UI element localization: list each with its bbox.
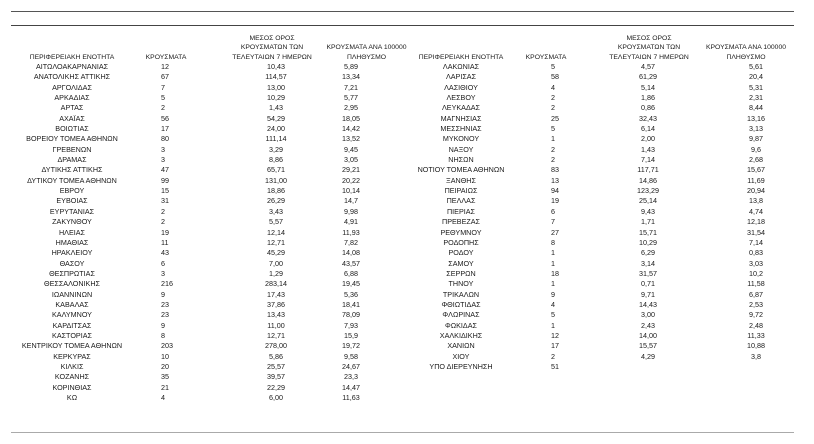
avg7-value: 1,43: [641, 144, 655, 154]
per100k-value: 0,83: [749, 248, 763, 258]
cases-value: 2: [551, 144, 555, 154]
cases-value: 6: [551, 206, 555, 216]
per100k-value: 11,58: [747, 279, 765, 289]
per100k-value: 23,3: [344, 372, 358, 382]
avg7-value: 10,29: [639, 237, 657, 247]
region-name: ΧΑΛΚΙΔΙΚΗΣ: [439, 330, 483, 340]
avg7-value: 123,29: [637, 186, 659, 196]
per100k-value: 12,18: [747, 217, 765, 227]
cases-value: 21: [161, 382, 169, 392]
per100k-value: 7,82: [344, 237, 358, 247]
cases-value: 31: [161, 196, 169, 206]
region-name: ΥΠΟ ΔΙΕΡΕΥΝΗΣΗ: [429, 361, 493, 371]
avg7-value: 14,43: [639, 299, 657, 309]
avg7-value: 25,14: [639, 196, 657, 206]
avg7-value: 25,57: [267, 361, 285, 371]
per100k-value: 9,45: [344, 144, 358, 154]
cases-value: 80: [161, 134, 169, 144]
cases-value: 9: [161, 289, 165, 299]
region-name: ΔΥΤΙΚΟΥ ΤΟΜΕΑ ΑΘΗΝΩΝ: [27, 175, 117, 185]
header-region: ΠΕΡΙΦΕΡΕΙΑΚΗ ΕΝΟΤΗΤΑ: [418, 53, 504, 61]
per100k-value: 20,22: [342, 175, 360, 185]
region-name: ΛΑΚΩΝΙΑΣ: [442, 62, 480, 71]
per100k-value: 14,7: [344, 196, 358, 206]
cases-value: 2: [551, 155, 555, 165]
avg7-value: 9,71: [641, 289, 655, 299]
region-name: ΤΗΝΟΥ: [448, 279, 474, 289]
avg7-value: 3,29: [269, 144, 283, 154]
cases-value: 15: [161, 186, 169, 196]
cases-value: 4: [551, 82, 555, 92]
cases-value: 18: [551, 268, 559, 278]
avg7-value: 4,29: [641, 351, 655, 361]
per100k-value: 2,48: [749, 320, 763, 330]
region-name: ΦΩΚΙΔΑΣ: [445, 320, 477, 330]
avg7-value: 15,57: [639, 341, 657, 351]
cases-value: 99: [161, 175, 169, 185]
cases-value: 3: [161, 268, 165, 278]
region-name: ΡΕΘΥΜΝΟΥ: [440, 227, 482, 237]
cases-value: 6: [161, 258, 165, 268]
region-name: ΓΡΕΒΕΝΩΝ: [52, 144, 92, 154]
avg7-value: 32,43: [639, 113, 657, 123]
per100k-value: 13,8: [749, 196, 763, 206]
per100k-value: 9,72: [749, 310, 763, 320]
cases-value: 17: [161, 124, 169, 134]
per100k-value: 31,54: [747, 227, 765, 237]
per100k-value: 6,87: [749, 289, 763, 299]
avg7-value: 3,14: [641, 258, 655, 268]
cases-value: 13: [551, 175, 559, 185]
per100k-value: 9,6: [751, 144, 761, 154]
table-top-border: [11, 11, 794, 12]
region-name: ΕΒΡΟΥ: [59, 186, 85, 196]
cases-value: 8: [161, 330, 165, 340]
region-name: ΞΑΝΘΗΣ: [446, 175, 476, 185]
header-cases: ΚΡΟΥΣΜΑΤΑ: [525, 53, 567, 61]
cases-value: 3: [161, 144, 165, 154]
region-name: ΜΑΓΝΗΣΙΑΣ: [440, 113, 482, 123]
region-name: ΚΑΣΤΟΡΙΑΣ: [52, 330, 92, 340]
header-per100k: ΚΡΟΥΣΜΑΤΑ ΑΝΑ 100000 ΠΛΗΘΥΣΜΟ: [705, 44, 787, 61]
per100k-value: 14,42: [342, 124, 360, 134]
avg7-value: 3,43: [269, 206, 283, 216]
region-name: ΠΕΛΛΑΣ: [446, 196, 476, 206]
avg7-value: 37,86: [267, 299, 285, 309]
cases-value: 11: [161, 237, 169, 247]
cases-value: 1: [551, 248, 555, 258]
avg7-value: 65,71: [267, 165, 285, 175]
cases-value: 1: [551, 258, 555, 268]
region-name: ΗΛΕΙΑΣ: [58, 227, 86, 237]
region-name: ΕΥΒΟΙΑΣ: [56, 196, 88, 206]
per100k-value: 4,74: [749, 206, 763, 216]
avg7-value: 111,14: [265, 134, 287, 144]
per100k-value: 10,14: [342, 186, 360, 196]
avg7-value: 0,71: [641, 279, 655, 289]
per100k-value: 5,77: [344, 93, 358, 103]
region-name: ΖΑΚΥΝΘΟΥ: [52, 217, 92, 227]
cases-value: 2: [161, 217, 165, 227]
region-name: ΚΕΝΤΡΙΚΟΥ ΤΟΜΕΑ ΑΘΗΝΩΝ: [21, 341, 123, 351]
avg7-value: 5,14: [641, 82, 655, 92]
per100k-value: 10,88: [747, 341, 765, 351]
cases-value: 5: [551, 124, 555, 134]
region-name: ΚΑΛΥΜΝΟΥ: [52, 310, 92, 320]
cases-value: 67: [161, 72, 169, 82]
cases-value: 7: [551, 217, 555, 227]
region-name: ΦΘΙΩΤΙΔΑΣ: [441, 299, 481, 309]
cases-value: 23: [161, 299, 169, 309]
avg7-value: 5,57: [269, 217, 283, 227]
avg7-value: 5,86: [269, 351, 283, 361]
per100k-value: 24,67: [342, 361, 360, 371]
avg7-value: 22,29: [267, 382, 285, 392]
per100k-value: 13,34: [342, 72, 360, 82]
avg7-value: 1,29: [269, 268, 283, 278]
cases-value: 83: [551, 165, 559, 175]
cases-value: 2: [551, 93, 555, 103]
cases-value: 23: [161, 310, 169, 320]
cases-value: 8: [551, 237, 555, 247]
region-name: ΗΜΑΘΙΑΣ: [55, 237, 89, 247]
avg7-value: 10,43: [267, 62, 285, 71]
cases-value: 56: [161, 113, 169, 123]
cases-value: 19: [161, 227, 169, 237]
per100k-value: 9,58: [344, 351, 358, 361]
region-name: ΔΡΑΜΑΣ: [57, 155, 87, 165]
cases-value: 2: [161, 103, 165, 113]
region-name: ΛΕΣΒΟΥ: [446, 93, 476, 103]
region-name: ΧΑΝΙΩΝ: [447, 341, 475, 351]
region-name: ΣΑΜΟΥ: [448, 258, 474, 268]
avg7-value: 131,00: [265, 175, 287, 185]
region-name: ΜΕΣΣΗΝΙΑΣ: [440, 124, 482, 134]
cases-value: 5: [551, 310, 555, 320]
table-bottom-border: [11, 432, 794, 433]
per100k-value: 7,93: [344, 320, 358, 330]
cases-value: 35: [161, 372, 169, 382]
region-name: ΛΑΡΙΣΑΣ: [445, 72, 477, 82]
region-name: ΑΡΤΑΣ: [60, 103, 84, 113]
region-name: ΛΕΥΚΑΔΑΣ: [441, 103, 480, 113]
region-name: ΠΙΕΡΙΑΣ: [446, 206, 475, 216]
avg7-value: 7,14: [641, 155, 655, 165]
header-per100k: ΚΡΟΥΣΜΑΤΑ ΑΝΑ 100000 ΠΛΗΘΥΣΜΟ: [326, 44, 407, 61]
per100k-value: 5,36: [344, 289, 358, 299]
per100k-value: 13,52: [342, 134, 360, 144]
region-name: ΤΡΙΚΑΛΩΝ: [442, 289, 480, 299]
cases-value: 17: [551, 341, 559, 351]
region-name: ΘΑΣΟΥ: [59, 258, 85, 268]
per100k-value: 15,67: [747, 165, 765, 175]
per100k-value: 11,33: [747, 330, 765, 340]
cases-value: 203: [161, 341, 173, 351]
per100k-value: 13,16: [747, 113, 765, 123]
cases-value: 19: [551, 196, 559, 206]
region-name: ΠΕΙΡΑΙΩΣ: [444, 186, 478, 196]
avg7-value: 4,57: [641, 62, 655, 71]
per100k-value: 18,41: [342, 299, 360, 309]
avg7-value: 24,00: [267, 124, 285, 134]
region-name: ΝΟΤΙΟΥ ΤΟΜΕΑ ΑΘΗΝΩΝ: [417, 165, 505, 175]
avg7-value: 114,57: [265, 72, 287, 82]
per100k-value: 29,21: [342, 165, 360, 175]
per100k-value: 2,31: [749, 93, 763, 103]
avg7-value: 12,71: [267, 237, 285, 247]
cases-value: 94: [551, 186, 559, 196]
cases-value: 4: [551, 299, 555, 309]
region-name: ΚΕΡΚΥΡΑΣ: [53, 351, 91, 361]
per100k-value: 5,89: [344, 62, 358, 71]
region-name: ΝΗΣΩΝ: [448, 155, 474, 165]
avg7-value: 117,71: [637, 165, 659, 175]
avg7-value: 13,43: [267, 310, 285, 320]
avg7-value: 8,86: [269, 155, 283, 165]
per100k-value: 2,53: [749, 299, 763, 309]
avg7-value: 26,29: [267, 196, 285, 206]
cases-value: 1: [551, 134, 555, 144]
cases-value: 1: [551, 320, 555, 330]
region-name: ΡΟΔΟΥ: [448, 248, 474, 258]
region-name: ΚΟΖΑΝΗΣ: [54, 372, 90, 382]
region-name: ΝΑΞΟΥ: [448, 144, 474, 154]
per100k-value: 6,88: [344, 268, 358, 278]
per100k-value: 14,08: [342, 248, 360, 258]
cases-value: 2: [161, 206, 165, 216]
avg7-value: 2,43: [641, 320, 655, 330]
avg7-value: 12,71: [267, 330, 285, 340]
per100k-value: 9,87: [749, 134, 763, 144]
avg7-value: 14,00: [639, 330, 657, 340]
header-avg7: ΜΕΣΟΣ ΟΡΟΣ ΚΡΟΥΣΜΑΤΩΝ ΤΩΝ ΤΕΛΕΥΤΑΙΩΝ 7 ΗΜΕΡΩΝ: [609, 34, 689, 61]
avg7-value: 12,14: [267, 227, 285, 237]
avg7-value: 1,43: [269, 103, 283, 113]
region-name: ΡΟΔΟΠΗΣ: [443, 237, 479, 247]
cases-value: 2: [551, 351, 555, 361]
cases-value: 20: [161, 361, 169, 371]
region-name: ΘΕΣΣΑΛΟΝΙΚΗΣ: [44, 279, 100, 289]
avg7-value: 45,29: [267, 248, 285, 258]
cases-value: 43: [161, 248, 169, 258]
avg7-value: 6,29: [641, 248, 655, 258]
avg7-value: 10,29: [267, 93, 285, 103]
per100k-value: 4,91: [344, 217, 358, 227]
region-name: ΔΥΤΙΚΗΣ ΑΤΤΙΚΗΣ: [41, 165, 103, 175]
per100k-value: 20,94: [747, 186, 765, 196]
avg7-value: 61,29: [639, 72, 657, 82]
per100k-value: 3,13: [749, 124, 763, 134]
header-region: ΠΕΡΙΦΕΡΕΙΑΚΗ ΕΝΟΤΗΤΑ: [29, 53, 115, 61]
region-name: ΑΝΑΤΟΛΙΚΗΣ ΑΤΤΙΚΗΣ: [33, 72, 111, 82]
per100k-value: 11,69: [747, 175, 765, 185]
per100k-value: 19,45: [342, 279, 360, 289]
avg7-value: 278,00: [265, 341, 287, 351]
cases-value: 216: [161, 279, 173, 289]
per100k-value: 7,21: [344, 82, 358, 92]
cases-value: 9: [551, 289, 555, 299]
region-name: ΚΟΡΙΝΘΙΑΣ: [52, 382, 92, 392]
region-name: ΚΑΒΑΛΑΣ: [55, 299, 89, 309]
region-name: ΑΧΑΪΑΣ: [59, 113, 85, 123]
cases-value: 25: [551, 113, 559, 123]
avg7-value: 1,86: [641, 93, 655, 103]
cases-value: 5: [551, 62, 555, 71]
per100k-value: 19,72: [342, 341, 360, 351]
cases-value: 1: [551, 279, 555, 289]
cases-value: 12: [161, 62, 169, 71]
per100k-value: 15,9: [344, 330, 358, 340]
per100k-value: 3,05: [344, 155, 358, 165]
cases-value: 12: [551, 330, 559, 340]
region-name: ΘΕΣΠΡΩΤΙΑΣ: [49, 268, 95, 278]
avg7-value: 14,86: [639, 175, 657, 185]
avg7-value: 1,71: [641, 217, 655, 227]
per100k-value: 11,63: [342, 393, 360, 402]
cases-value: 10: [161, 351, 169, 361]
per100k-value: 5,61: [749, 62, 763, 71]
per100k-value: 18,05: [342, 113, 360, 123]
region-name: ΚΩ: [66, 393, 78, 402]
region-name: ΚΑΡΔΙΤΣΑΣ: [52, 320, 92, 330]
per100k-value: 9,98: [344, 206, 358, 216]
avg7-value: 7,00: [269, 258, 283, 268]
avg7-value: 15,71: [639, 227, 657, 237]
header-border: [11, 25, 794, 26]
per100k-value: 43,57: [342, 258, 360, 268]
per100k-value: 14,47: [342, 382, 360, 392]
cases-value: 7: [161, 82, 165, 92]
region-name: ΠΡΕΒΕΖΑΣ: [442, 217, 480, 227]
avg7-value: 6,00: [269, 393, 283, 402]
avg7-value: 11,00: [267, 320, 285, 330]
avg7-value: 283,14: [265, 279, 287, 289]
header-avg7: ΜΕΣΟΣ ΟΡΟΣ ΚΡΟΥΣΜΑΤΩΝ ΤΩΝ ΤΕΛΕΥΤΑΙΩΝ 7 ΗΜΕΡΩΝ: [232, 34, 312, 61]
cases-value: 47: [161, 165, 169, 175]
region-name: ΧΙΟΥ: [452, 351, 470, 361]
region-name: ΙΩΑΝΝΙΝΩΝ: [51, 289, 93, 299]
region-name: ΜΥΚΟΝΟΥ: [442, 134, 480, 144]
region-name: ΣΕΡΡΩΝ: [446, 268, 476, 278]
avg7-value: 9,43: [641, 206, 655, 216]
cases-value: 4: [161, 393, 165, 402]
per100k-value: 5,31: [749, 82, 763, 92]
cases-value: 5: [161, 93, 165, 103]
avg7-value: 39,57: [267, 372, 285, 382]
region-name: ΑΡΓΟΛΙΔΑΣ: [52, 82, 92, 92]
per100k-value: 78,09: [342, 310, 360, 320]
avg7-value: 17,43: [267, 289, 285, 299]
avg7-value: 54,29: [267, 113, 285, 123]
per100k-value: 8,44: [749, 103, 763, 113]
per100k-value: 2,95: [344, 103, 358, 113]
cases-value: 51: [551, 361, 559, 371]
region-name: ΑΙΤΩΛΟΑΚΑΡΝΑΝΙΑΣ: [35, 62, 109, 71]
region-name: ΒΟΙΩΤΙΑΣ: [55, 124, 89, 134]
region-name: ΛΑΣΙΘΙΟΥ: [444, 82, 478, 92]
per100k-value: 3,8: [751, 351, 761, 361]
header-cases: ΚΡΟΥΣΜΑΤΑ: [145, 53, 187, 61]
per100k-value: 20,4: [749, 72, 763, 82]
region-name: ΗΡΑΚΛΕΙΟΥ: [51, 248, 93, 258]
avg7-value: 31,57: [639, 268, 657, 278]
per100k-value: 11,93: [342, 227, 360, 237]
avg7-value: 6,14: [641, 124, 655, 134]
per100k-value: 2,68: [749, 155, 763, 165]
avg7-value: 13,00: [267, 82, 285, 92]
avg7-value: 18,86: [267, 186, 285, 196]
cases-value: 3: [161, 155, 165, 165]
per100k-value: 7,14: [749, 237, 763, 247]
per100k-value: 3,03: [749, 258, 763, 268]
avg7-value: 3,00: [641, 310, 655, 320]
region-name: ΦΛΩΡΙΝΑΣ: [442, 310, 480, 320]
region-name: ΕΥΡΥΤΑΝΙΑΣ: [49, 206, 95, 216]
avg7-value: 0,86: [641, 103, 655, 113]
cases-value: 27: [551, 227, 559, 237]
avg7-value: 2,00: [641, 134, 655, 144]
cases-value: 2: [551, 103, 555, 113]
cases-value: 58: [551, 72, 559, 82]
region-name: ΒΟΡΕΙΟΥ ΤΟΜΕΑ ΑΘΗΝΩΝ: [26, 134, 118, 144]
cases-value: 9: [161, 320, 165, 330]
region-name: ΑΡΚΑΔΙΑΣ: [54, 93, 90, 103]
per100k-value: 10,2: [749, 268, 763, 278]
region-name: ΚΙΛΚΙΣ: [60, 361, 84, 371]
